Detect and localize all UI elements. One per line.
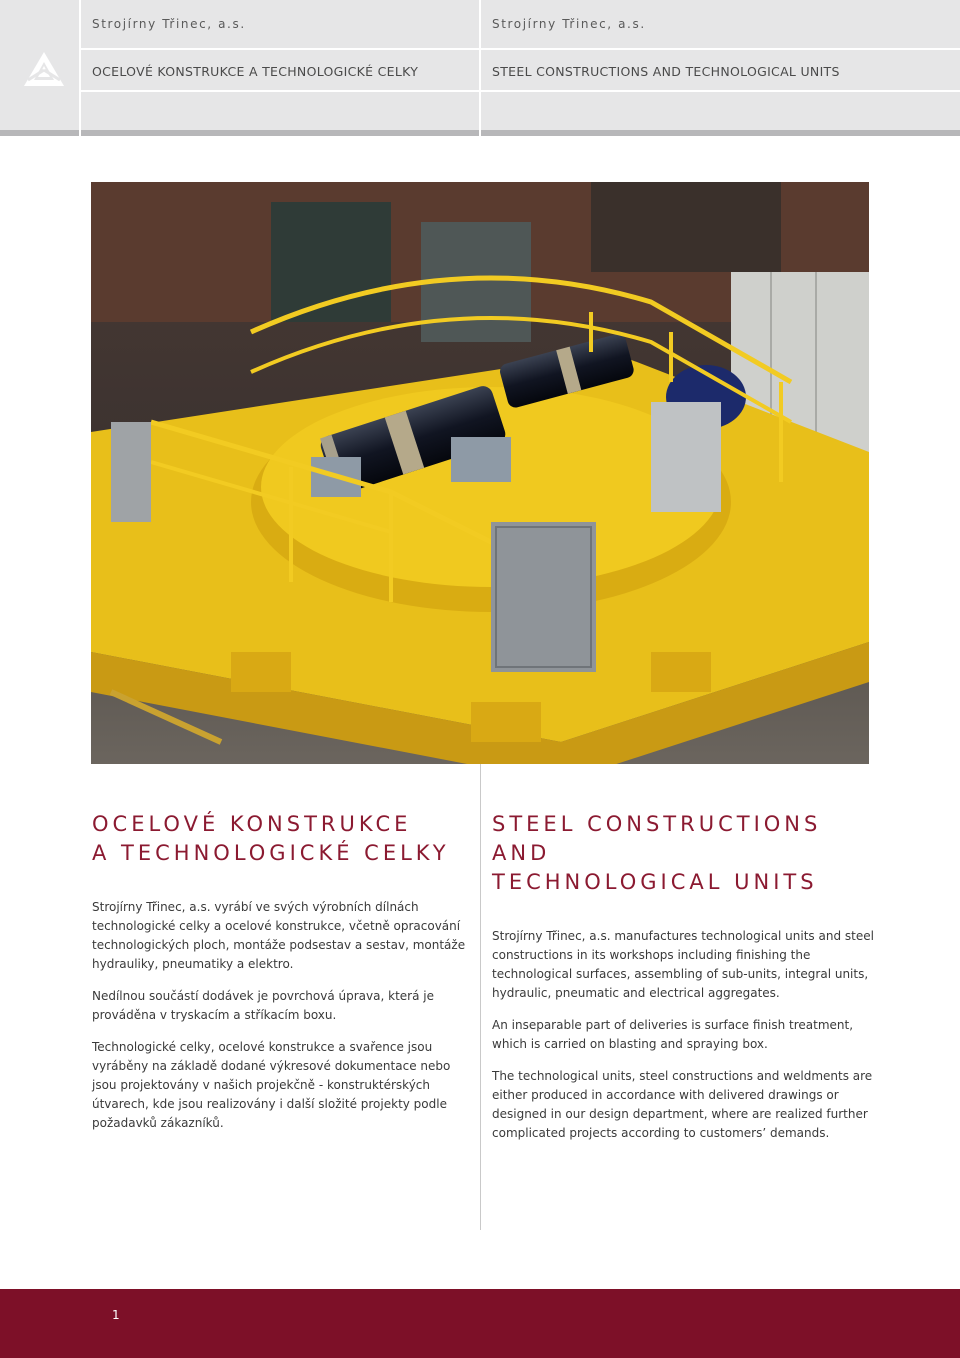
page-number: 1	[112, 1308, 120, 1322]
paragraph: An inseparable part of deliveries is surface finish treatment, which is carried on blasting and spraying box.	[492, 1018, 854, 1051]
section-title: STEEL CONSTRUCTIONS AND TECHNOLOGICAL UNITS	[492, 64, 840, 79]
column-title	[92, 810, 477, 868]
paragraph: Strojírny Třinec, a.s. vyrábí ve svých výrobních dílnách technologické celky a ocelové konstrukce, včetně opracování technologických ploch, montáže podsestav a sestav, montáže hydrauliky, pneumatiky a elektro.	[92, 900, 466, 971]
column-title-line: TECHNOLOGICAL UNITS	[492, 870, 818, 894]
left-column	[92, 810, 477, 1133]
paragraph: Strojírny Třinec, a.s. manufactures technological units and steel constructions in its workshops including finishing the technological surfaces, assembling of sub-units, integral units, hydraulic, pneumatic and electrical aggregates.	[492, 929, 874, 1000]
column-title-line: STEEL CONSTRUCTIONS AND	[492, 812, 822, 865]
company-name: Strojírny Třinec, a.s.	[492, 17, 646, 31]
header-divider	[80, 48, 960, 50]
column-title-line: A TECHNOLOGICKÉ CELKY	[92, 841, 450, 865]
section-title: OCELOVÉ KONSTRUKCE A TECHNOLOGICKÉ CELKY	[92, 64, 419, 79]
header-divider	[479, 0, 481, 136]
company-name: Strojírny Třinec, a.s.	[92, 17, 246, 31]
column-title	[492, 810, 877, 897]
column-divider	[480, 764, 481, 1230]
paragraph: Nedílnou součástí dodávek je povrchová úprava, která je prováděna v tryskacím a stříkacím boxu.	[92, 989, 434, 1022]
right-column	[492, 810, 877, 1143]
triangle-logo-icon	[22, 50, 66, 90]
industrial-machine-photo	[91, 182, 869, 764]
header-divider	[80, 90, 960, 92]
page-footer	[0, 1289, 960, 1358]
paragraph: Technologické celky, ocelové konstrukce a svařence jsou vyráběny na základě dodané výkresové dokumentace nebo jsou projektovány v našich projekčně - konstruktérských útvarech, kde jsou realizovány i další složité projekty podle požadavků zákazníků.	[92, 1040, 451, 1130]
column-title-line: OCELOVÉ KONSTRUKCE	[92, 812, 412, 836]
paragraph: The technological units, steel constructions and weldments are either produced in accordance with delivered drawings or designed in our design department, where are realized further complicated projects according to customers’ demands.	[492, 1069, 873, 1140]
header-divider	[79, 0, 81, 136]
